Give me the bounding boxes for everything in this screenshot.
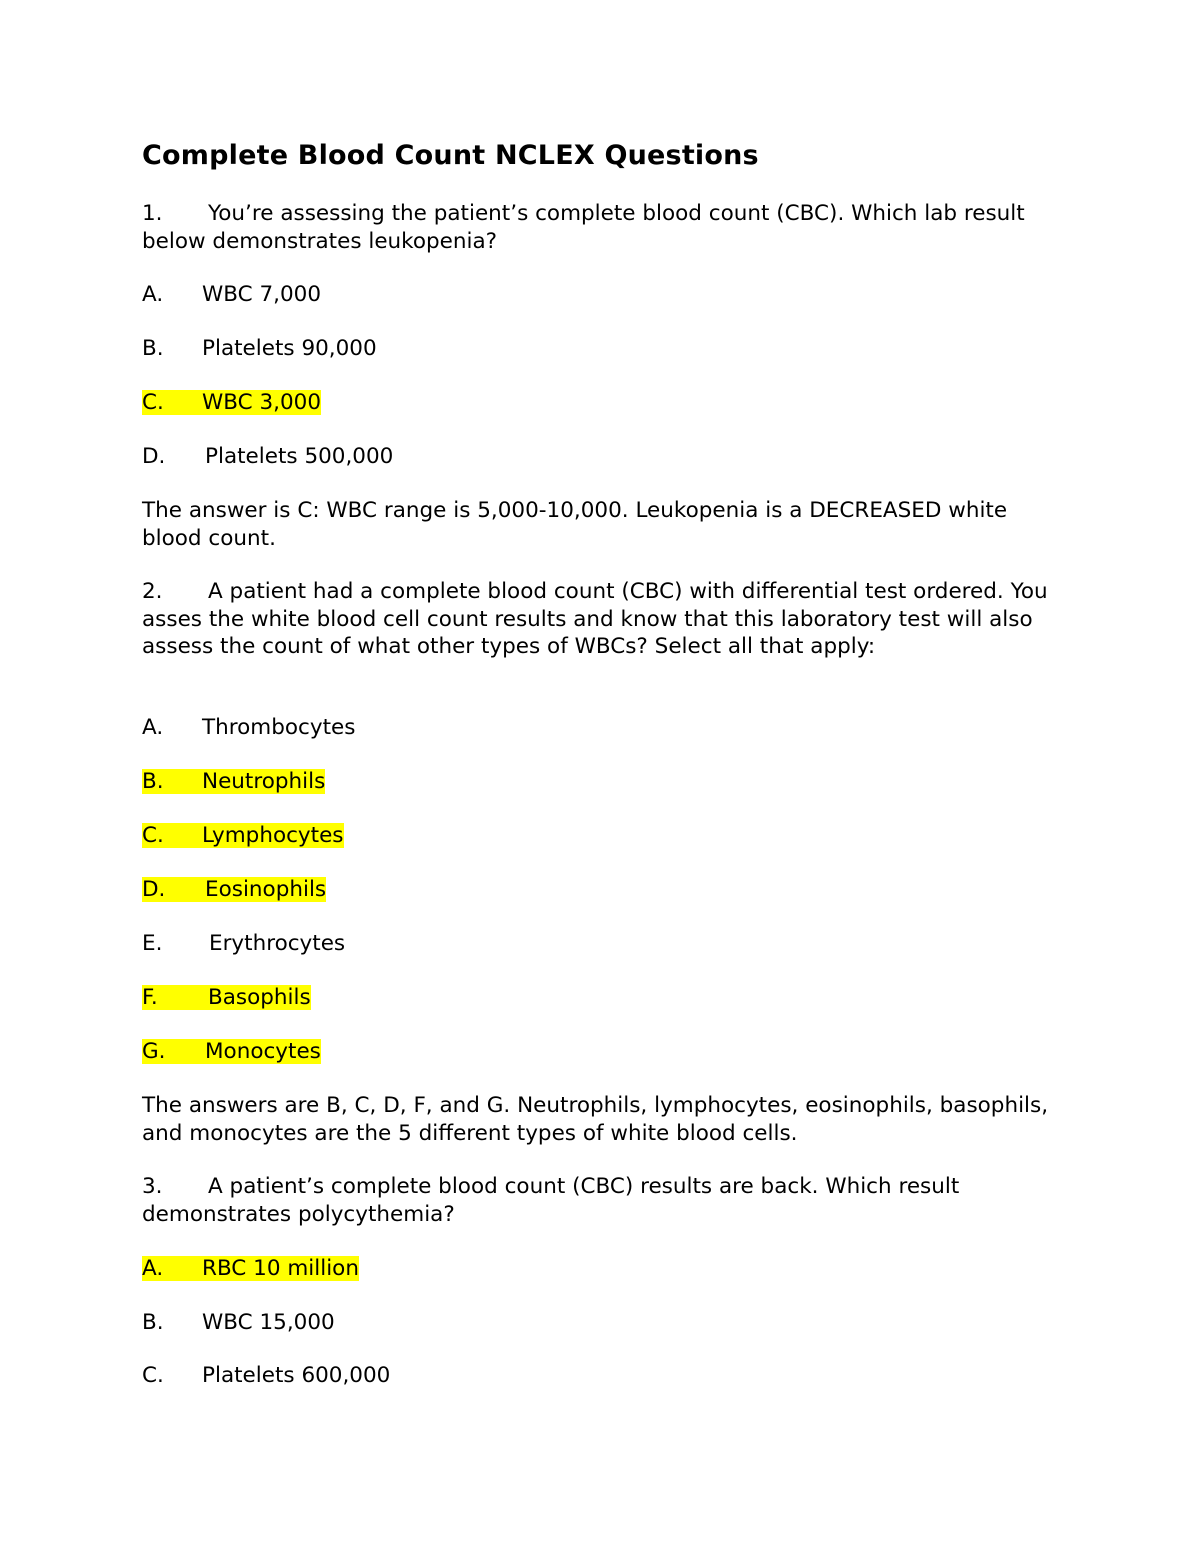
question-body: A patient’s complete blood count (CBC) results are back. Which result demonstrates polycythemia?	[142, 1174, 960, 1227]
question-2-option-a	[142, 714, 355, 741]
question-2-option-g-correct	[142, 1038, 321, 1065]
option-text: WBC 3,000	[202, 390, 322, 415]
question-body: A patient had a complete blood count (CBC) with differential test ordered. You asses the white blood cell count results and know that this laboratory test will also assess the count of what other types of WBCs? Select all that apply:	[142, 579, 1048, 659]
option-text: Platelets 600,000	[202, 1363, 391, 1388]
question-2-option-f-correct	[142, 984, 311, 1011]
option-text: Platelets 500,000	[205, 444, 394, 469]
option-letter: C.	[142, 1363, 164, 1388]
question-2-text	[142, 578, 1072, 661]
answer-highlight	[142, 1256, 359, 1281]
question-1-option-a	[142, 281, 321, 308]
option-text: Eosinophils	[205, 877, 327, 902]
option-text: Monocytes	[205, 1039, 321, 1064]
option-text: Platelets 90,000	[202, 336, 377, 361]
option-letter: A.	[142, 1256, 164, 1281]
option-text: RBC 10 million	[202, 1256, 359, 1281]
question-3-option-c	[142, 1362, 390, 1389]
question-2-option-b-correct	[142, 768, 325, 795]
answer-highlight	[142, 823, 344, 848]
option-letter: E.	[142, 931, 163, 956]
question-1-option-c-correct	[142, 389, 321, 416]
option-text: Erythrocytes	[209, 931, 346, 956]
question-1-option-b	[142, 335, 377, 362]
answer-highlight	[142, 877, 326, 902]
question-1-text	[142, 200, 1072, 255]
option-letter: B.	[142, 1310, 164, 1335]
question-number: 3.	[142, 1174, 163, 1199]
option-letter: C.	[142, 823, 164, 848]
question-3-option-b	[142, 1309, 335, 1336]
option-letter: D.	[142, 444, 166, 469]
question-body: You’re assessing the patient’s complete blood count (CBC). Which lab result below demonstrates leukopenia?	[142, 201, 1025, 254]
question-2-option-d-correct	[142, 876, 326, 903]
option-text: Basophils	[208, 985, 311, 1010]
option-text: WBC 15,000	[202, 1310, 335, 1335]
answer-highlight	[142, 769, 325, 794]
option-text: Neutrophils	[202, 769, 326, 794]
document-title: Complete Blood Count NCLEX Questions	[142, 140, 759, 171]
option-letter: G.	[142, 1039, 166, 1064]
question-2-answer: The answers are B, C, D, F, and G. Neutrophils, lymphocytes, eosinophils, basophils, and monocytes are the 5 different types of white blood cells.	[142, 1093, 1049, 1146]
option-letter: A.	[142, 282, 164, 307]
question-number: 2.	[142, 579, 163, 604]
option-text: Lymphocytes	[202, 823, 344, 848]
option-text: Thrombocytes	[202, 715, 356, 740]
option-letter: B.	[142, 336, 164, 361]
option-text: WBC 7,000	[202, 282, 322, 307]
option-letter: D.	[142, 877, 166, 902]
answer-highlight	[142, 1039, 321, 1064]
question-3-text	[142, 1173, 1072, 1228]
answer-highlight	[142, 985, 311, 1010]
question-1-option-d	[142, 443, 393, 470]
question-number: 1.	[142, 201, 163, 226]
question-1-answer: The answer is C: WBC range is 5,000-10,000. Leukopenia is a DECREASED white blood count.	[142, 498, 1008, 551]
question-2-option-e	[142, 930, 345, 957]
option-letter: C.	[142, 390, 164, 415]
question-3-option-a-correct	[142, 1255, 359, 1282]
option-letter: F.	[142, 985, 158, 1010]
option-letter: B.	[142, 769, 164, 794]
question-2-option-c-correct	[142, 822, 344, 849]
option-letter: A.	[142, 715, 164, 740]
answer-highlight	[142, 390, 321, 415]
